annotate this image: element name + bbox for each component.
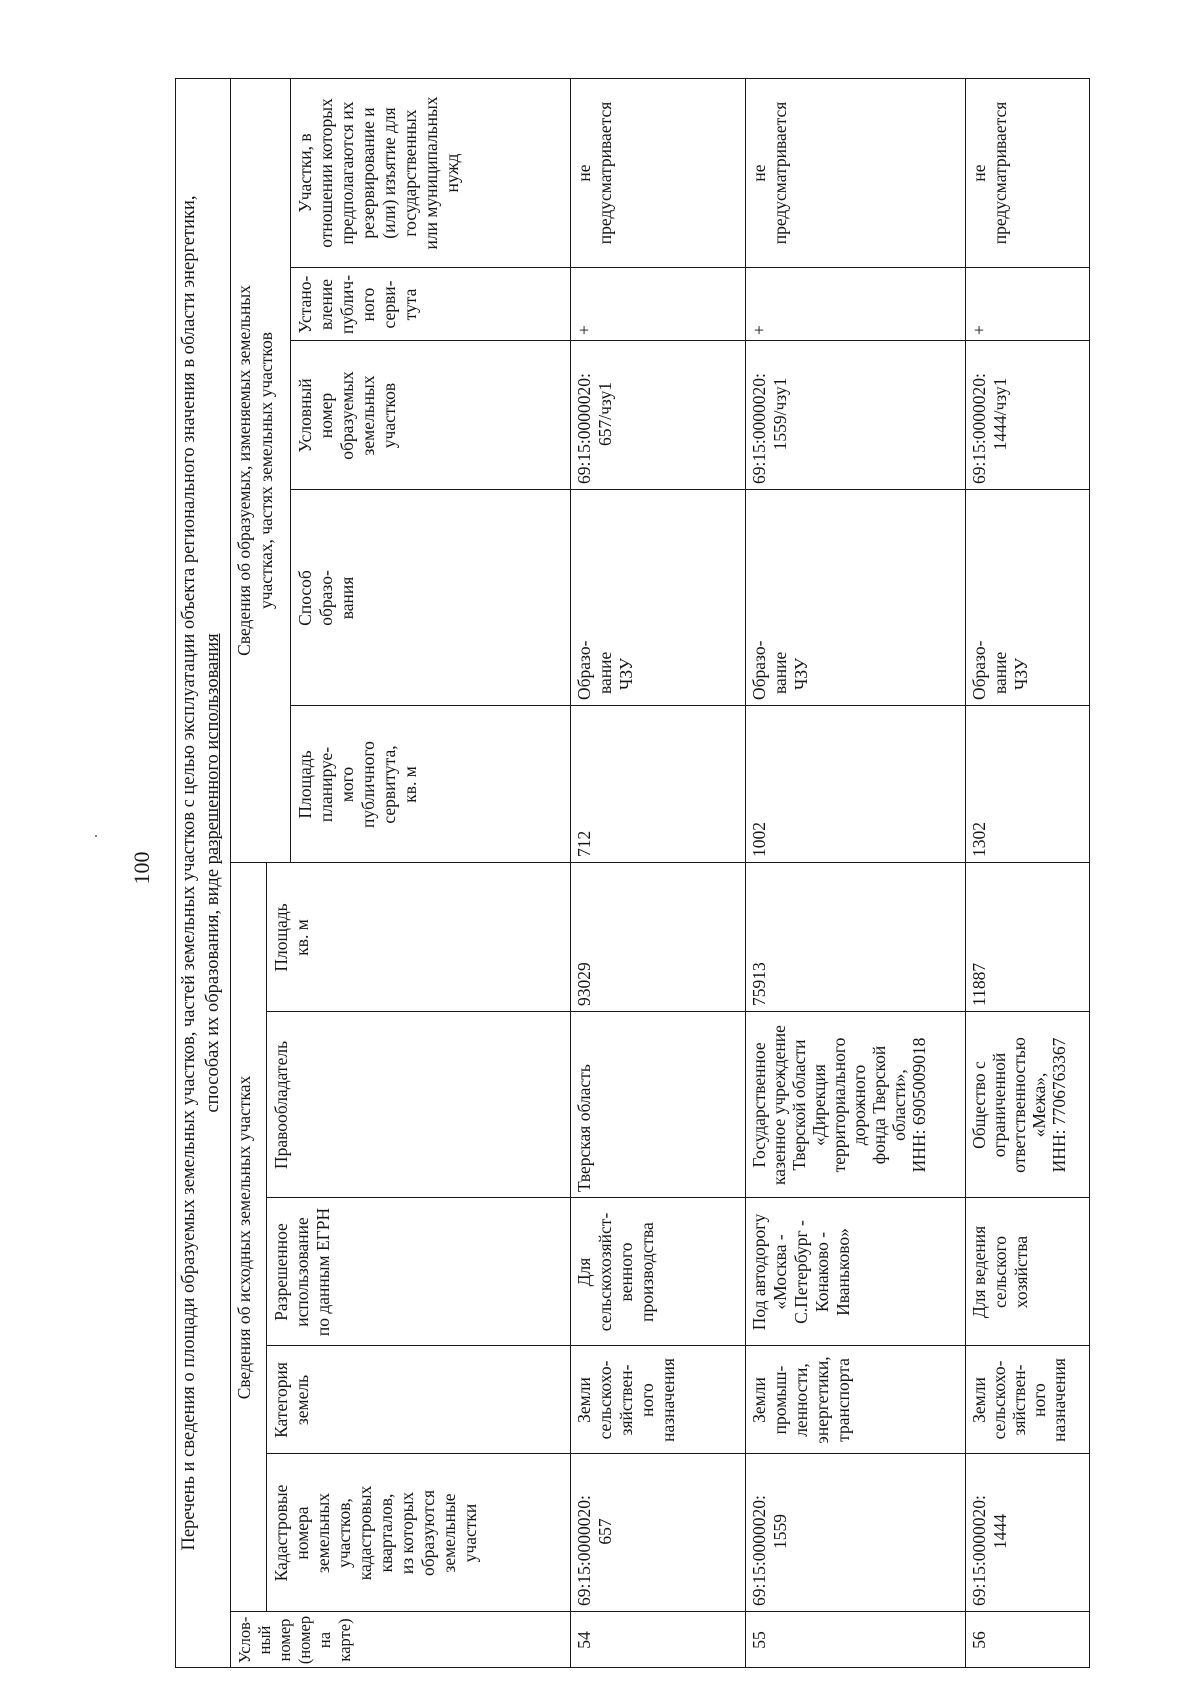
page-number: 100 bbox=[129, 851, 154, 885]
column-header-cadastral bbox=[267, 1454, 570, 1612]
cell-line: ограниченной bbox=[989, 1052, 1009, 1158]
row-54-conditional-number bbox=[570, 341, 745, 490]
header-line: образуются bbox=[418, 1490, 438, 1576]
scan-speck bbox=[95, 835, 97, 837]
cell-line: предусматривается bbox=[770, 101, 790, 245]
cell-line: 1444 bbox=[990, 1514, 1010, 1549]
cell-line: вание bbox=[595, 651, 615, 694]
header-line: нужд bbox=[442, 153, 462, 193]
header-line: земельные bbox=[439, 1493, 459, 1573]
header-line: вление bbox=[316, 278, 336, 331]
header-line: государственных bbox=[400, 109, 420, 237]
cell-line: сельскохо- bbox=[989, 1360, 1009, 1440]
row-55-conditional-number bbox=[745, 341, 965, 490]
group-header-source bbox=[231, 863, 267, 1612]
row-54-area: 93029 bbox=[574, 962, 594, 1006]
header-line: отношении которых bbox=[316, 98, 336, 248]
caption-line-1: Перечень и сведения о площади образуемых земельных участков, частей земельных участков с целью эксплуатации объекта регионального значения в области энергетики, bbox=[179, 195, 199, 1551]
cell-line: ИНН: 6905009018 bbox=[909, 1037, 929, 1173]
cell-line: Образо- bbox=[969, 640, 989, 700]
header-line: использование bbox=[292, 1217, 312, 1327]
row-54-reservation bbox=[570, 78, 745, 268]
header-line: Категория bbox=[271, 1362, 291, 1438]
header-line: публич- bbox=[337, 274, 357, 335]
cell-line: назначения bbox=[658, 1358, 678, 1442]
header-line: Площадь bbox=[295, 750, 315, 819]
cell-line: «Москва - bbox=[770, 1234, 790, 1310]
cell-line: казенное учреждение bbox=[769, 1025, 789, 1185]
cell-line: дорожного bbox=[849, 1064, 869, 1146]
header-line: (или) изъятие для bbox=[379, 107, 399, 239]
header-line: Площадь bbox=[271, 903, 291, 972]
header-line: Кадастровые bbox=[271, 1484, 291, 1582]
cell-line: 69:15:0000020: bbox=[574, 1495, 594, 1606]
header-line: участков bbox=[379, 382, 399, 449]
cell-line: области», bbox=[889, 1069, 909, 1141]
header-line: сервитута, bbox=[379, 745, 399, 824]
row-55-method bbox=[745, 490, 965, 706]
group-header-formed-line-1: Сведения об образуемых, изменяемых земельных bbox=[234, 285, 254, 656]
row-56-reservation bbox=[965, 78, 1090, 268]
header-line: Участки, в bbox=[295, 133, 315, 213]
header-line: Услов- bbox=[235, 1616, 254, 1664]
header-line: (номер bbox=[295, 1615, 314, 1665]
cell-line: сельскохозяйст- bbox=[595, 1212, 615, 1332]
row-55-permitted-use bbox=[745, 1198, 965, 1346]
header-line: серви- bbox=[379, 280, 399, 329]
cell-line: 1559/чзу1 bbox=[770, 377, 790, 451]
column-header-public-servitude bbox=[291, 268, 570, 341]
cell-line: Для bbox=[574, 1257, 594, 1287]
row-54-servitude-area: 712 bbox=[574, 830, 594, 857]
column-header-holder bbox=[267, 1012, 570, 1198]
cell-line: транспорта bbox=[833, 1358, 853, 1442]
cell-line: вание bbox=[770, 651, 790, 694]
caption-line-2 bbox=[201, 78, 225, 1668]
cell-line: Тверской области bbox=[789, 1039, 809, 1171]
cell-line: Для ведения bbox=[969, 1225, 989, 1319]
cell-line: сельскохо- bbox=[595, 1360, 615, 1440]
cell-line: не bbox=[749, 164, 769, 182]
group-header-formed bbox=[231, 78, 291, 863]
row-54-category bbox=[570, 1346, 745, 1454]
header-line: кадастровых bbox=[355, 1485, 375, 1581]
column-header-category bbox=[267, 1346, 570, 1454]
header-line: Условный bbox=[295, 378, 315, 453]
cell-line: Образо- bbox=[574, 640, 594, 700]
header-line: участков, bbox=[334, 1498, 354, 1568]
header-line: из которых bbox=[397, 1491, 417, 1575]
row-56-holder bbox=[965, 1012, 1090, 1198]
cell-line: 657 bbox=[595, 1518, 615, 1545]
column-header-num bbox=[231, 1612, 570, 1668]
column-header-conditional-number bbox=[291, 341, 570, 490]
cell-line: 69:15:0000020: bbox=[969, 373, 989, 484]
header-line: кв. м bbox=[292, 919, 312, 956]
header-line: ный bbox=[255, 1625, 274, 1655]
cell-line: предусматривается bbox=[595, 101, 615, 245]
row-56-servitude-area: 1302 bbox=[969, 822, 989, 857]
row-56-conditional-number bbox=[965, 341, 1090, 490]
header-line: земель bbox=[292, 1374, 312, 1426]
cell-line: зяйствен- bbox=[616, 1364, 636, 1436]
cell-line: Образо- bbox=[749, 640, 769, 700]
row-54-num: 54 bbox=[574, 1631, 594, 1649]
row-55-area: 75913 bbox=[749, 962, 769, 1006]
row-56-permitted-use bbox=[965, 1198, 1090, 1346]
header-line: образо- bbox=[316, 570, 336, 626]
row-54-permitted-use bbox=[570, 1198, 745, 1346]
row-54-cadastral bbox=[570, 1454, 745, 1612]
cell-line: С.Петербург - bbox=[791, 1220, 811, 1324]
header-line: кварталов, bbox=[376, 1493, 396, 1573]
cell-line: ЧЗУ bbox=[791, 657, 811, 690]
row-55-holder bbox=[745, 1012, 965, 1198]
cell-line: 69:15:0000020: bbox=[969, 1495, 989, 1606]
cell-line: сельского bbox=[990, 1235, 1010, 1309]
cell-line: «Дирекция bbox=[809, 1064, 829, 1146]
cell-line: 1559 bbox=[770, 1514, 790, 1549]
caption-line-2-underlined: разрешенного использования bbox=[203, 633, 223, 865]
cell-line: ного bbox=[1029, 1383, 1049, 1417]
row-55-cadastral bbox=[745, 1454, 965, 1612]
column-header-servitude-area bbox=[291, 706, 570, 863]
row-56-public-servitude: + bbox=[969, 325, 989, 335]
header-line: земельных bbox=[358, 375, 378, 456]
cell-line: зяйствен- bbox=[1009, 1364, 1029, 1436]
header-line: карте) bbox=[335, 1618, 354, 1662]
header-line: Устано- bbox=[295, 275, 315, 334]
cell-line: Тверская область bbox=[574, 1064, 594, 1192]
cell-line: 69:15:0000020: bbox=[749, 1495, 769, 1606]
row-55-public-servitude: + bbox=[749, 325, 769, 335]
cell-line: венного bbox=[616, 1242, 636, 1302]
header-line: предполагаются их bbox=[337, 101, 357, 245]
caption-line-2-prefix: способах их образования, виде bbox=[203, 864, 223, 1113]
header-line: ного bbox=[358, 287, 378, 322]
header-line: Разрешенное bbox=[271, 1223, 291, 1321]
column-header-area bbox=[267, 863, 570, 1012]
header-line: участки bbox=[460, 1503, 480, 1563]
header-line: планируе- bbox=[316, 746, 336, 823]
cell-line: территориального bbox=[829, 1037, 849, 1173]
header-line: на bbox=[315, 1631, 334, 1649]
cell-line: ИНН: 7706763367 bbox=[1049, 1037, 1069, 1173]
header-line: публичного bbox=[358, 741, 378, 828]
table-caption bbox=[175, 78, 231, 1668]
row-55-servitude-area: 1002 bbox=[749, 822, 769, 857]
rotated-table-canvas bbox=[175, 78, 1090, 1668]
header-line: земельных bbox=[313, 1492, 333, 1574]
row-56-cadastral bbox=[965, 1454, 1090, 1612]
cell-line: 69:15:0000020: bbox=[749, 373, 769, 484]
header-line: образуемых bbox=[337, 371, 357, 460]
cell-line: вание bbox=[990, 651, 1010, 694]
cell-line: ЧЗУ bbox=[616, 657, 636, 690]
cell-line: хозяйства bbox=[1011, 1235, 1031, 1309]
cell-line: промыш- bbox=[770, 1365, 790, 1435]
cell-line: назначения bbox=[1049, 1358, 1069, 1442]
row-56-area: 11887 bbox=[969, 962, 989, 1006]
column-header-reservation bbox=[291, 78, 570, 268]
header-line: вания bbox=[337, 576, 357, 620]
column-header-method bbox=[291, 490, 570, 706]
row-54-method bbox=[570, 490, 745, 706]
cell-line: ного bbox=[637, 1383, 657, 1417]
header-line: номера bbox=[292, 1506, 312, 1560]
cell-line: 1444/чзу1 bbox=[990, 377, 1010, 451]
cell-line: производства bbox=[637, 1222, 657, 1322]
header-line: мого bbox=[337, 766, 357, 803]
cell-line: энергетики, bbox=[812, 1356, 832, 1444]
cell-line: не bbox=[574, 164, 594, 182]
column-header-permitted-use bbox=[267, 1198, 570, 1346]
row-54-public-servitude: + bbox=[574, 325, 594, 335]
cell-line: Земли bbox=[969, 1377, 989, 1423]
cell-line: 657/чзу1 bbox=[595, 382, 615, 446]
group-header-formed-line-2: участках, частях земельных участков bbox=[256, 332, 276, 610]
cell-line: Общество с bbox=[969, 1061, 989, 1149]
header-line: по данным ЕГРН bbox=[313, 1207, 333, 1337]
cell-line: не bbox=[969, 164, 989, 182]
cell-line: Конаково - bbox=[812, 1231, 832, 1313]
cell-line: Земли bbox=[749, 1377, 769, 1423]
row-55-num: 55 bbox=[749, 1631, 769, 1649]
cell-line: «Межа», bbox=[1029, 1072, 1049, 1138]
cell-line: Иваньково» bbox=[833, 1228, 853, 1316]
cell-line: ответственностью bbox=[1009, 1037, 1029, 1173]
header-line: кв. м bbox=[400, 766, 420, 803]
row-56-num: 56 bbox=[969, 1631, 989, 1649]
header-line: или муниципальных bbox=[421, 96, 441, 250]
cell-line: предусматривается bbox=[990, 101, 1010, 245]
row-56-method bbox=[965, 490, 1090, 706]
header-line: резервирование и bbox=[358, 107, 378, 239]
row-56-category bbox=[965, 1346, 1090, 1454]
row-54-holder bbox=[570, 1012, 745, 1198]
cell-line: 69:15:0000020: bbox=[574, 373, 594, 484]
header-line: тута bbox=[400, 288, 420, 321]
row-55-category bbox=[745, 1346, 965, 1454]
row-55-reservation bbox=[745, 78, 965, 268]
cell-line: ленности, bbox=[791, 1363, 811, 1437]
cell-line: Под автодорогу bbox=[749, 1213, 769, 1331]
header-line: Способ bbox=[295, 570, 315, 626]
cell-line: Земли bbox=[574, 1377, 594, 1423]
cell-line: ЧЗУ bbox=[1011, 657, 1031, 690]
header-line: номер bbox=[275, 1618, 294, 1662]
group-header-source-text: Сведения об исходных земельных участках bbox=[234, 1075, 254, 1400]
header-line: Правообладатель bbox=[271, 1040, 291, 1170]
header-line: номер bbox=[316, 392, 336, 439]
cell-line: фонда Тверской bbox=[869, 1045, 889, 1165]
cell-line: Государственное bbox=[749, 1042, 769, 1168]
